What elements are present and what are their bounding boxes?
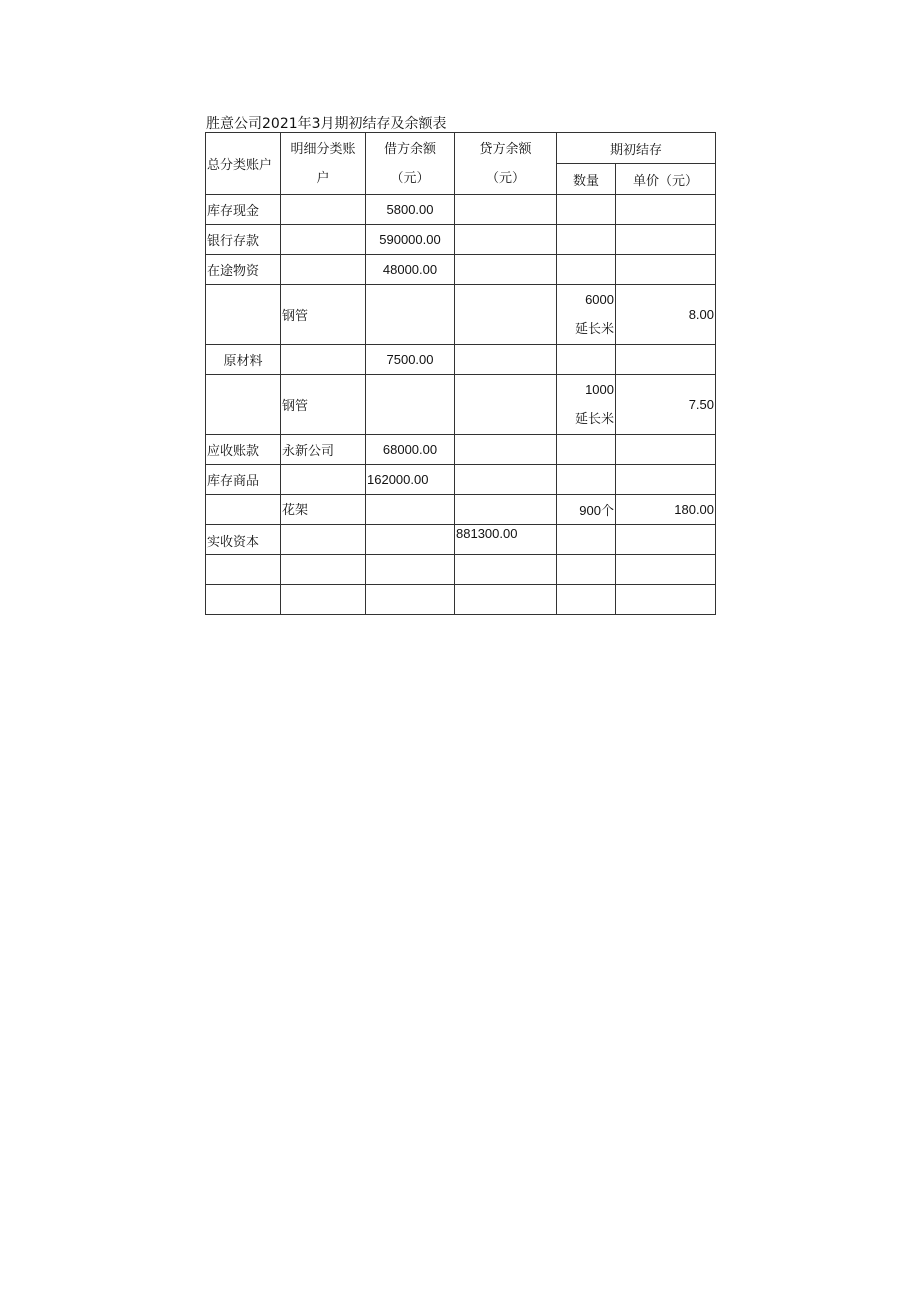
table-row: 在途物资 48000.00: [206, 255, 716, 285]
table-row: 钢管 1000 延长米 7.50: [206, 375, 716, 435]
table-row: 库存商品 162000.00: [206, 465, 716, 495]
table-row: 花架 900个 180.00: [206, 495, 716, 525]
header-qty: 数量: [557, 164, 616, 195]
table-row: [206, 555, 716, 585]
table-title: 胜意公司2021年3月期初结存及余额表: [206, 116, 447, 132]
header-detail: 明细分类账 户: [281, 133, 366, 195]
table-row: 钢管 6000 延长米 8.00: [206, 285, 716, 345]
qty-cell: 6000 延长米: [557, 285, 616, 345]
table-row: 应收账款 永新公司 68000.00: [206, 435, 716, 465]
header-debit: 借方余额 （元）: [366, 133, 455, 195]
header-price: 单价（元）: [616, 164, 716, 195]
table-row: 原材料 7500.00: [206, 345, 716, 375]
table-row: 实收资本 881300.00: [206, 525, 716, 555]
table-row: [206, 585, 716, 615]
table-row: 银行存款 590000.00: [206, 225, 716, 255]
table-row: 库存现金 5800.00: [206, 195, 716, 225]
qty-cell: 1000 延长米: [557, 375, 616, 435]
header-credit: 贷方余额 （元）: [455, 133, 557, 195]
header-general: 总分类账户: [206, 133, 281, 195]
header-row-1: [206, 133, 716, 164]
header-opening: 期初结存: [557, 133, 716, 164]
balance-table: [205, 132, 716, 615]
